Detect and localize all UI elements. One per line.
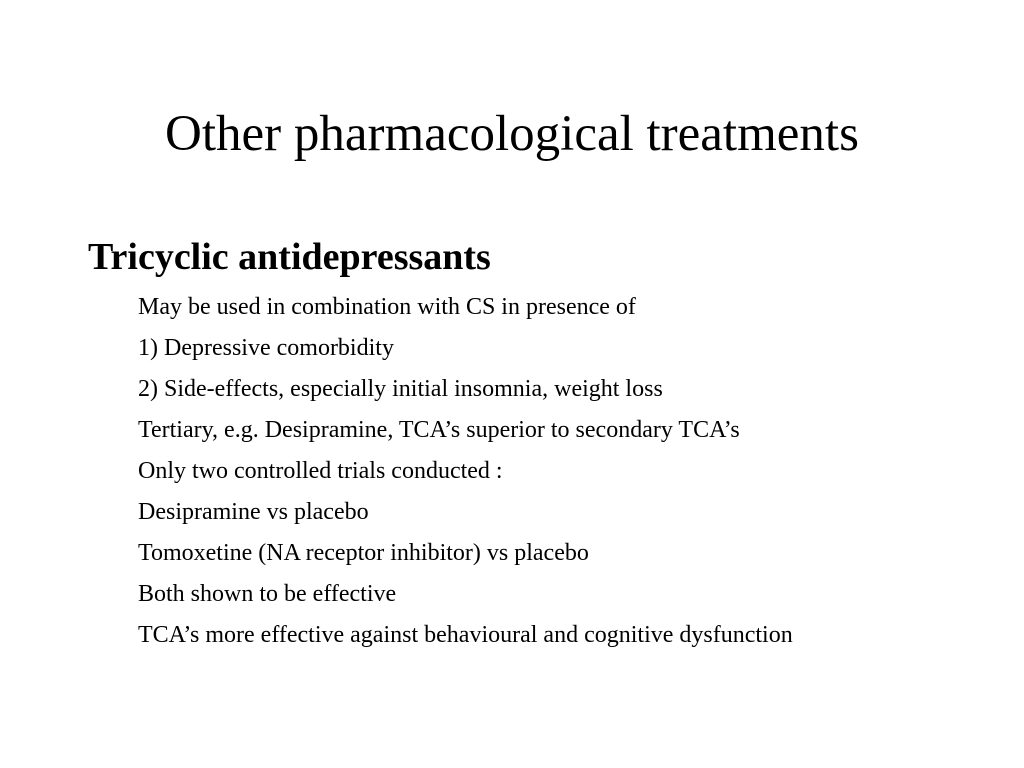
list-item: Tomoxetine (NA receptor inhibitor) vs placebo (138, 540, 589, 566)
list-item: TCA’s more effective against behavioural and cognitive dysfunction (138, 622, 793, 648)
slide-title: Other pharmacological treatments (165, 106, 859, 162)
section-heading: Tricyclic antidepressants (88, 236, 491, 278)
list-item: Desipramine vs placebo (138, 499, 369, 525)
bullet-list (138, 287, 793, 656)
list-item: 2) Side-effects, especially initial insomnia, weight loss (138, 376, 663, 402)
list-item: May be used in combination with CS in presence of (138, 294, 636, 320)
list-item: Both shown to be effective (138, 581, 397, 607)
list-item: Tertiary, e.g. Desipramine, TCA’s superior to secondary TCA’s (138, 417, 740, 443)
list-item: 1) Depressive comorbidity (138, 335, 394, 361)
list-item: Only two controlled trials conducted : (138, 458, 503, 484)
